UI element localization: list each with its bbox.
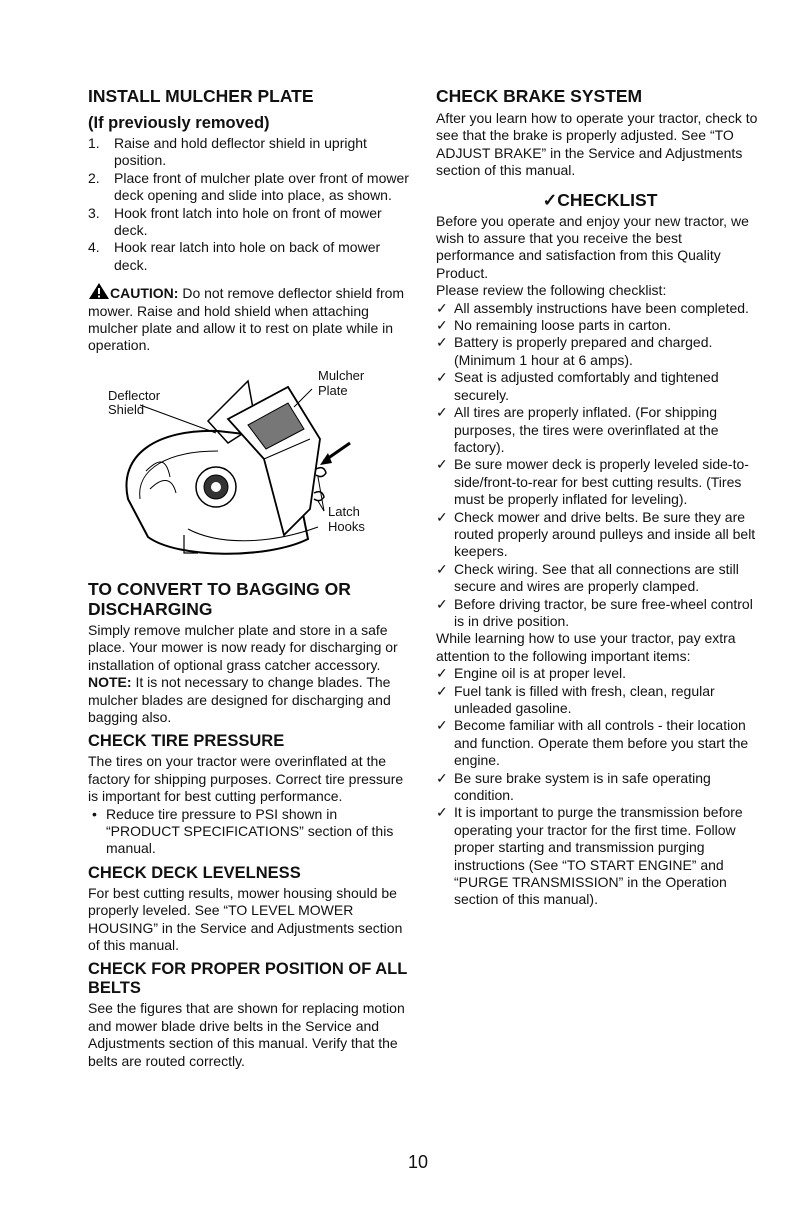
checklist-item: ✓ Check mower and drive belts. Be sure they are routed properly around pulleys and inside all belt keepers.: [436, 508, 756, 560]
belts-text: See the figures that are shown for replacing motion and mower blade drive belts in the Service and Adjustments section of this manual. Verify that the belts are routed correctly.: [88, 1000, 405, 1069]
check-icon: ✓: [436, 560, 448, 577]
bagging-title: TO CONVERT TO BAGGING OR DISCHARGING: [88, 578, 351, 619]
deflector-label: Deflector: [108, 387, 161, 403]
mulcher-label-2: Plate: [318, 382, 348, 398]
mulcher-title: INSTALL MULCHER PLATE: [88, 86, 314, 106]
check-icon: ✓: [436, 508, 448, 525]
step-item: 4. Hook rear latch into hole on back of mower deck.: [88, 239, 381, 273]
caution-text: Do not remove deflector shield from mower. Raise and hold shield when attaching mulcher plate and allow it to rest on plate while in operation.: [88, 285, 405, 354]
brake-text: After you learn how to operate your tractor, check to see that the brake is properly adjusted. See “TO ADJUST BRAKE” in the Service and Adjustments section of this manual.: [436, 110, 758, 179]
checklist-item: ✓ Seat is adjusted comfortably and tightened securely.: [436, 369, 719, 403]
checklist-item: ✓ No remaining loose parts in carton.: [436, 317, 672, 334]
check-icon: ✓: [436, 299, 448, 316]
note-paragraph: [88, 674, 412, 726]
step-item: 2. Place front of mulcher plate over front of mower deck opening and slide into place, as shown.: [88, 169, 409, 204]
latch-label-2: Hooks: [328, 518, 365, 534]
right-column: [436, 86, 764, 909]
mulcher-label: Mulcher: [318, 367, 365, 383]
check-icon: ✓: [436, 317, 448, 334]
checklist-item: ✓ Check wiring. See that all connections are still secure and wires are properly clamped.: [436, 560, 739, 595]
checklist-item: ✓ Become familiar with all controls - their location and function. Operate them before you start the engine.: [436, 717, 749, 769]
checklist-review: Please review the following checklist:: [436, 282, 667, 299]
deck-title: CHECK DECK LEVELNESS: [88, 863, 301, 882]
brake-title: CHECK BRAKE SYSTEM: [436, 86, 643, 106]
learning-text: While learning how to use your tractor, pay extra attention to the following important items:: [436, 630, 736, 664]
checklist-item: ✓ All tires are properly inflated. (For shipping purposes, the tires were overinflated at the factory).: [436, 404, 719, 455]
checklist: [436, 300, 764, 631]
checklist-item: ✓ It is important to purge the transmission before operating your tractor for the first time. Follow proper starting and transmission purging instructions (See “TO START ENGINE” and “PURGE TRANSMISSION” in the Operation section of this manual).: [436, 804, 743, 908]
tire-bullet: • Reduce tire pressure to PSI shown in “PRODUCT SPECIFICATIONS” section of this manual.: [92, 805, 394, 857]
mulcher-subtitle: (If previously removed): [88, 114, 270, 132]
check-icon: ✓: [436, 404, 448, 421]
latch-label: Latch: [328, 503, 360, 519]
check-icon: ✓: [436, 665, 448, 682]
left-column: [88, 86, 412, 1070]
caution-paragraph: [88, 282, 412, 355]
check-icon: ✓: [436, 595, 448, 612]
checklist-important: [436, 665, 764, 909]
note-text: It is not necessary to change blades. The mulcher blades are designed for discharging and bagging also.: [88, 674, 391, 725]
tire-text: The tires on your tractor were overinflated at the factory for shipping purposes. Correct tire pressure is important for best cutting performance.: [88, 753, 404, 805]
mulcher-steps: [88, 135, 412, 274]
checklist-item: ✓ Before driving tractor, be sure free-wheel control is in drive position.: [436, 595, 753, 629]
checklist-item: ✓ All assembly instructions have been completed.: [436, 299, 749, 316]
step-item: 1. Raise and hold deflector shield in upright position.: [88, 135, 367, 169]
checklist-item: ✓ Be sure mower deck is properly leveled side-to-side/front-to-rear for best cutting results. (Tires must be properly inflated for leveling).: [436, 456, 749, 508]
mulcher-plate-figure: [88, 359, 412, 573]
checklist-item: ✓ Engine oil is at proper level.: [436, 665, 626, 682]
deflector-label-2: Shield: [108, 401, 145, 417]
check-icon: ✓: [436, 717, 448, 734]
warning-triangle-icon: [88, 282, 110, 300]
page-number: 10: [408, 1152, 429, 1172]
deck-text: For best cutting results, mower housing should be properly leveled. See “TO LEVEL MOWER HOUSING” in the Service and Adjustments section of this manual.: [88, 884, 403, 953]
checklist-title: ✓CHECKLIST: [542, 189, 658, 210]
checklist-item: ✓ Battery is properly prepared and charged. (Minimum 1 hour at 6 amps).: [436, 334, 713, 368]
bagging-text: Simply remove mulcher plate and store in a safe place. Your mower is now ready for discharging or installation of optional grass catcher accessory.: [88, 621, 398, 673]
checklist-item: ✓ Fuel tank is filled with fresh, clean, regular unleaded gasoline.: [436, 682, 715, 716]
belts-title: CHECK FOR PROPER POSITION OF ALL BELTS: [88, 960, 408, 998]
step-item: 3. Hook front latch into hole on front of mower deck.: [88, 204, 382, 239]
checklist-item: ✓ Be sure brake system is in safe operating condition.: [436, 769, 711, 804]
note-label: NOTE:: [88, 674, 132, 691]
caution-label: CAUTION:: [110, 285, 179, 302]
checklist-intro: Before you operate and enjoy your new tractor, we wish to assure that you receive the best performance and satisfaction from this Quality Product.: [436, 212, 749, 281]
check-icon: ✓: [436, 334, 448, 351]
check-icon: ✓: [436, 769, 448, 786]
check-icon: ✓: [436, 456, 448, 473]
check-icon: ✓: [436, 369, 448, 386]
check-icon: ✓: [436, 682, 448, 699]
check-icon: ✓: [436, 804, 448, 821]
tire-title: CHECK TIRE PRESSURE: [88, 732, 285, 751]
